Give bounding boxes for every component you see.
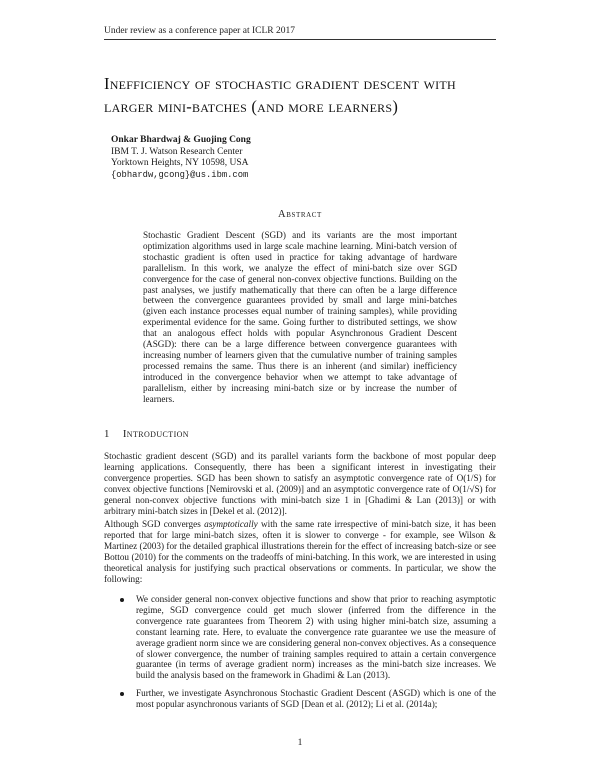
- header-rule: [104, 39, 496, 40]
- list-item: [120, 594, 496, 681]
- intro-paragraph-2: [104, 519, 496, 585]
- intro-paragraph-1: Stochastic gradient descent (SGD) and its parallel variants form the backbone of most popular deep learning applications. Consequently, there has been a significant interest in investigating their convergence properties. SGD has been shown to satisfy an asymptotic convergence rate of O(1/S) for convex objective functions [Nemirovski et al. (2009)] and an asymptotic convergence rate of O(1/√S) for general non-convex objective functions with mini-batch size 1 in [Ghadimi & Lan (2013)] or with arbitrary mini-batch sizes in [Dekel et al. (2012)].: [104, 451, 496, 516]
- abstract-text: Stochastic Gradient Descent (SGD) and its variants are the most important optimization algorithms used in large scale machine learning. Mini-batch version of stochastic gradient is often used in practice for taking advantage of hardware parallelism. In this work, we analyze the effect of mini-batch size over SGD convergence for the case of general non-convex objective functions. Building on the past analyses, we justify mathematically that there can often be a large difference between the convergence guarantees provided by small and large mini-batches (given each instance processes equal number of training samples), while providing experimental evidence for the same. Going further to distributed settings, we show that an analogous effect holds with popular Asynchronous Gradient Descent (ASGD): there can be a large difference between convergence guarantees with increasing number of learners given that the cumulative number of training samples processed remains the same. Thus there is an inherent (and similar) inefficiency introduced in the convergence behavior when we attempt to take advantage of parallelism, either by increasing mini-batch size or by increase the number of learners.: [143, 230, 457, 404]
- contribution-list: [120, 594, 496, 717]
- paragraph-2-start: Although SGD converges: [104, 519, 205, 529]
- paragraph-2-rest: with the same rate irrespective of mini-batch size, it has been reported that for large mini-batch sizes, often it is slower to converge - for example, see Wilson & Martinez (2003) for the detailed graphical illustrations therein for the effect of increasing batch-size or see Bottou (2010) for the comments on the tradeoffs of mini-batching. In this work, we are interested in using theoretical analysis for justifying such practical observations or comments. In particular, we show the following:: [104, 519, 496, 584]
- author-names: Onkar Bhardwaj & Guojing Cong: [111, 135, 251, 145]
- author-email: {obhardw,gcong}@us.ibm.com: [111, 169, 249, 180]
- section-title: Introduction: [122, 428, 189, 440]
- running-header: Under review as a conference paper at ICLR 2017: [104, 26, 295, 36]
- author-address: Yorktown Heights, NY 10598, USA: [111, 158, 249, 168]
- bullet-icon: [120, 692, 124, 696]
- list-item-text: Further, we investigate Asynchronous Stochastic Gradient Descent (ASGD) which is one of the most popular asynchronous variants of SGD [Dean et al. (2012); Li et al. (2014a);: [136, 688, 496, 710]
- section-number: 1: [104, 428, 110, 440]
- list-item: [120, 688, 496, 710]
- paper-title: Inefficiency of stochastic gradient descent with larger mini-batches (and more learners): [104, 74, 456, 116]
- list-item-text: We consider general non-convex objective functions and show that prior to reaching asymptotic regime, SGD convergence could get much slower (inferred from the difference in the convergence rate guarantees from Theorem 2) with using higher mini-batch size, assuming a constant learning rate. Here, to evaluate the convergence rate guarantee we use the measure of average gradient norm since we are considering general non-convex objectives. As a consequence of slower convergence, the number of training samples required to attain a certain convergence guarantee (in terms of average gradient norm) increases as the mini-batch size increases. We build the analysis based on the framework in Ghadimi & Lan (2013).: [136, 594, 496, 681]
- section-heading: [104, 428, 189, 440]
- paragraph-2-emphasis: asymptotically: [204, 519, 258, 529]
- abstract-heading: Abstract: [278, 209, 322, 220]
- bullet-icon: [120, 598, 124, 602]
- author-block: [111, 135, 251, 181]
- author-affiliation: IBM T. J. Watson Research Center: [111, 146, 243, 157]
- page-number: 1: [297, 738, 303, 748]
